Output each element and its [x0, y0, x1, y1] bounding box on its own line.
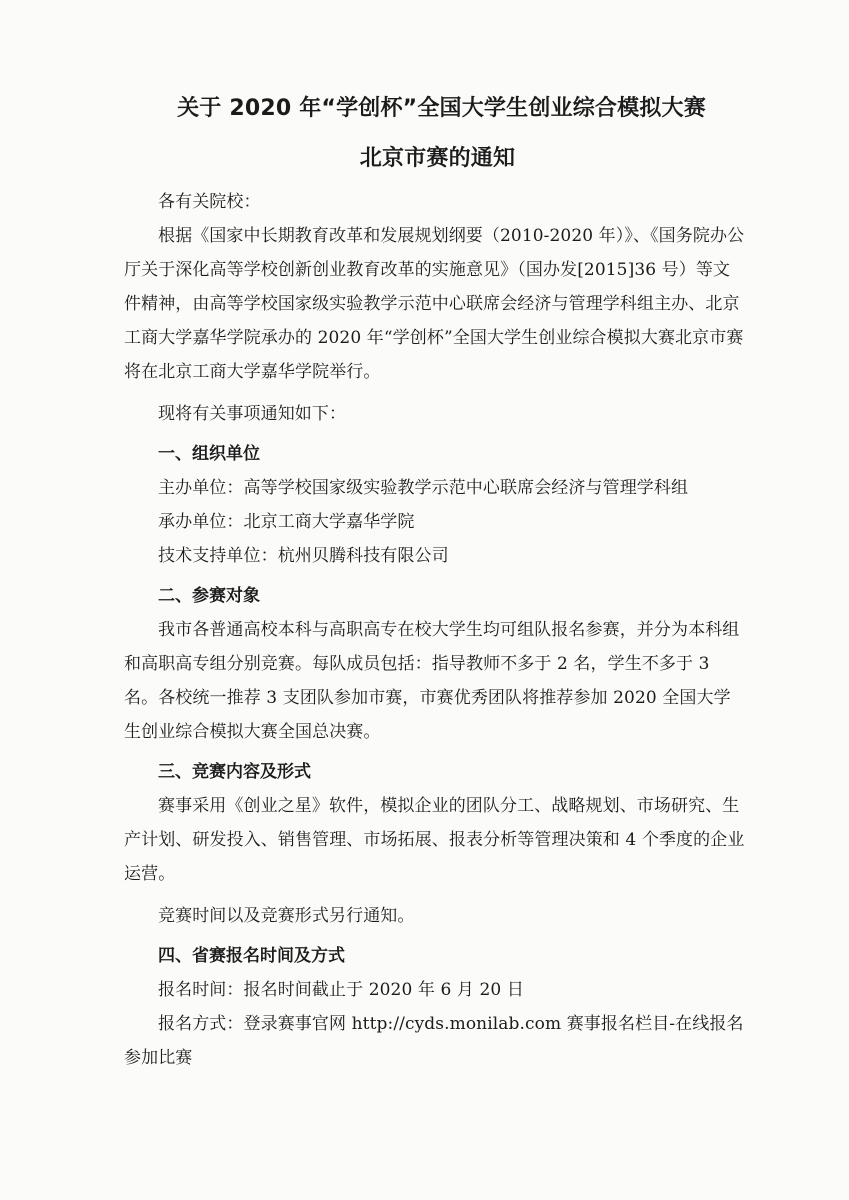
- registration-method: 报名方式：登录赛事官网 http://cyds.monilab.com 赛事报名栏目-在线报名参加比赛: [124, 1013, 744, 1068]
- organizer-host: 主办单位：高等学校国家级实验教学示范中心联席会经济与管理学科组: [158, 477, 689, 498]
- document-title-line-2: 北京市赛的通知: [359, 146, 516, 172]
- section-heading: 四、省赛报名时间及方式: [158, 945, 345, 966]
- content-paragraph: 赛事采用《创业之星》软件，模拟企业的团队分工、战略规划、市场研究、生产计划、研发投入、销售管理、市场拓展、报表分析等管理决策和 4 个季度的企业运营。: [124, 795, 745, 884]
- notice-intro: 现将有关事项通知如下：: [158, 403, 347, 424]
- section-heading: 二、参赛对象: [158, 585, 260, 606]
- section-content-format: [124, 755, 745, 933]
- organizer-tech-support: 技术支持单位：杭州贝腾科技有限公司: [158, 545, 449, 566]
- section-registration: [124, 939, 745, 1075]
- participants-paragraph: 我市各普通高校本科与高职高专在校大学生均可组队报名参赛，并分为本科组和高职高专组分别竞赛。每队成员包括：指导教师不多于 2 名，学生不多于 3 名。各校统一推荐 3 支团队参加市赛，市赛优秀团队将推荐参加 2020 全国大学生创业综合模拟大赛全国总决赛。: [124, 619, 740, 742]
- section-participants: [124, 579, 745, 749]
- section-organizers: [124, 437, 745, 573]
- salutation: 各有关院校：: [158, 191, 261, 212]
- section-heading: 一、组织单位: [158, 443, 260, 464]
- content-extra-line: 竞赛时间以及竞赛形式另行通知。: [158, 905, 415, 926]
- registration-time: 报名时间：报名时间截止于 2020 年 6 月 20 日: [158, 979, 524, 1000]
- intro-paragraph: 根据《国家中长期教育改革和发展规划纲要（2010-2020 年）》、《国务院办公厅关于深化高等学校创新创业教育改革的实施意见》（国办发[2015]36 号）等文件精神，由高等学校国家级实验教学示范中心联席会经济与管理学科组主办、北京工商大学嘉华学院承办的 2020 年“学创杯”全国大学生创业综合模拟大赛北京市赛将在北京工商大学嘉华学院举行。: [124, 225, 745, 382]
- document-title-line-1: 关于 2020 年“学创杯”全国大学生创业综合模拟大赛: [177, 96, 706, 121]
- organizer-undertaker: 承办单位：北京工商大学嘉华学院: [158, 511, 415, 532]
- section-heading: 三、竞赛内容及形式: [158, 761, 311, 782]
